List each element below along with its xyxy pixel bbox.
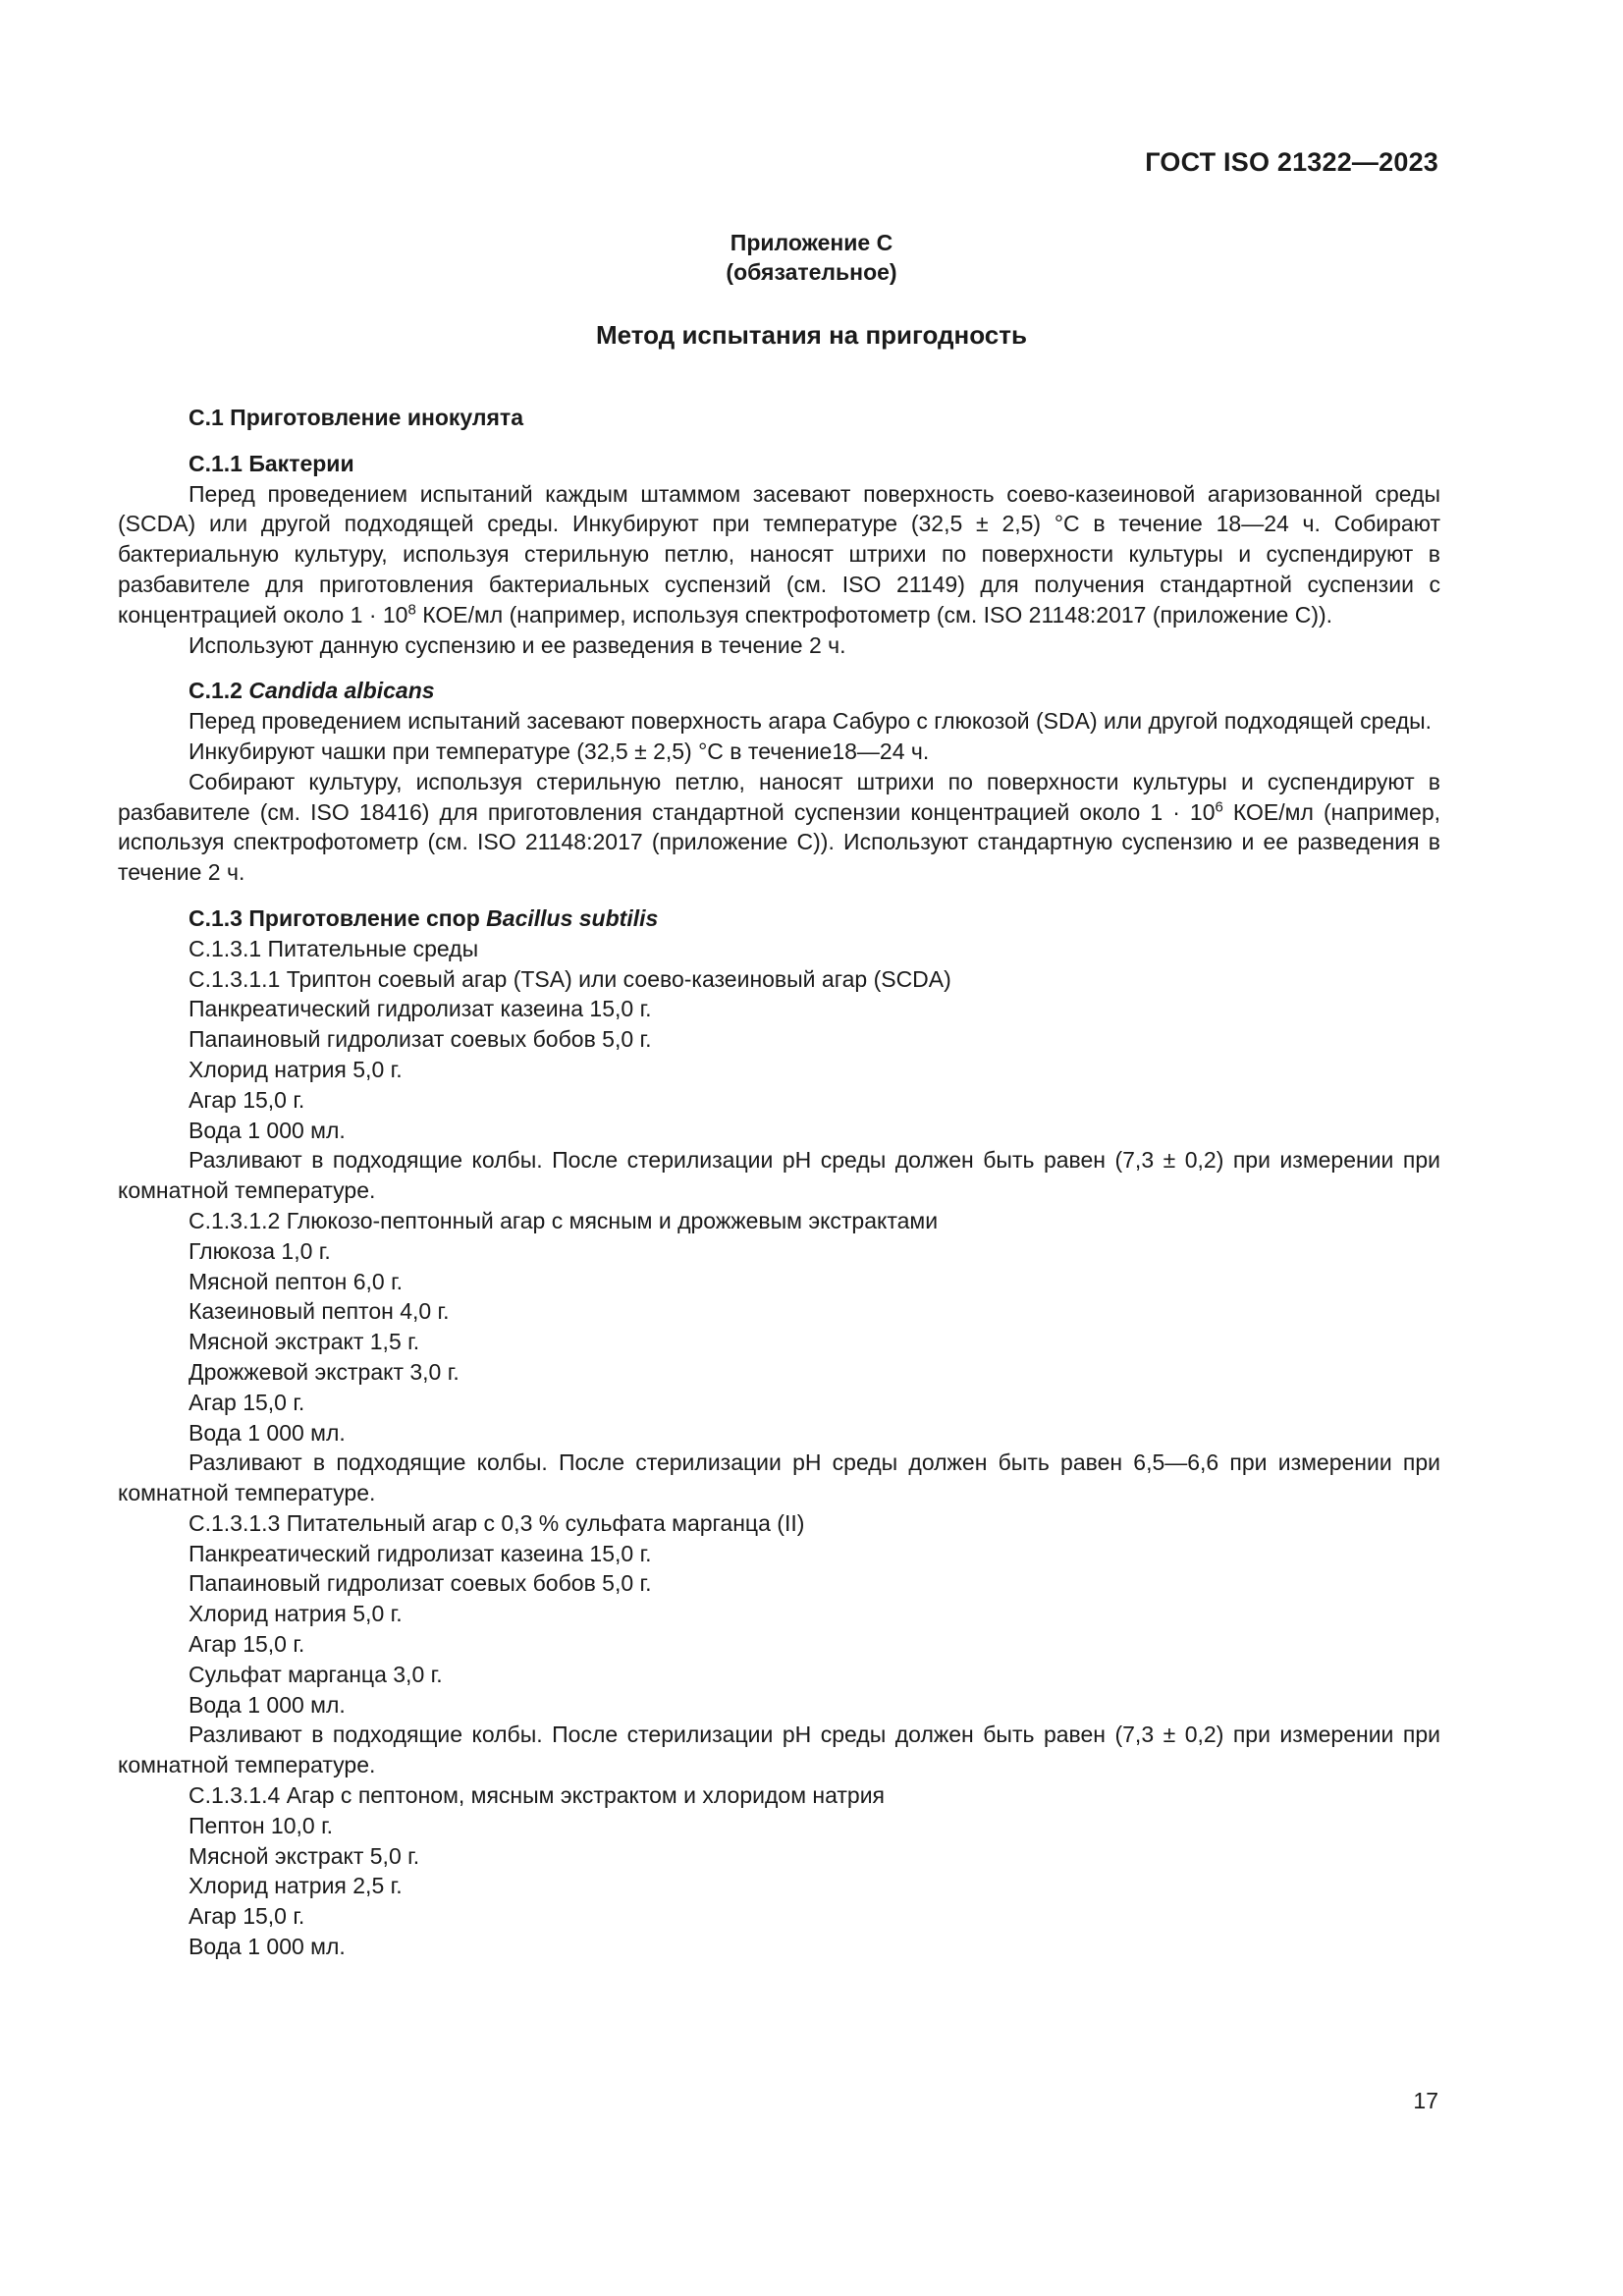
ingredient-item: Вода 1 000 мл. [189, 1691, 346, 1718]
section-c11-paragraph-2: Используют данную суспензию и ее разведения в течение 2 ч. [189, 631, 846, 658]
subsection-heading: С.1.3.1 Питательные среды [189, 935, 479, 961]
medium-1-title: С.1.3.1.1 Триптон соевый агар (TSA) или соево-казеиновый агар (SCDA) [189, 965, 951, 992]
section-c13-heading [118, 903, 1440, 934]
ingredient-item: Казеиновый пептон 4,0 г. [189, 1298, 450, 1325]
section-c12-paragraph-1: Перед проведением испытаний засевают поверхность агара Сабуро с глюкозой (SDA) или другой подходящей среды. [189, 708, 1433, 735]
section-c11-paragraph-1 [118, 479, 1440, 630]
appendix-title: Метод испытания на пригодность [596, 320, 1027, 350]
ingredient-item: Мясной экстракт 1,5 г. [189, 1329, 420, 1355]
document-body [118, 403, 1440, 1962]
ingredient-item: Глюкоза 1,0 г. [189, 1237, 331, 1264]
section-c12-paragraph-3 [118, 767, 1440, 888]
document-code: ГОСТ ISO 21322—2023 [1145, 147, 1438, 177]
medium-3-note: Разливают в подходящие колбы. После стерилизации pH среды должен быть равен (7,3 ± 0,2) при измерении при комнатной температуре. [118, 1722, 1440, 1778]
ingredient-item: Хлорид натрия 5,0 г. [189, 1056, 403, 1082]
exponent: 6 [1215, 797, 1223, 815]
ingredient-item: Панкреатический гидролизат казеина 15,0 г. [189, 996, 652, 1022]
paragraph-text-tail: КОЕ/мл (например, используя спектрофотометр (см. ISO 21148:2017 (приложение С)). Используют стандартную суспензию и ее разведения в течение 2 ч. [118, 798, 1440, 886]
medium-2-note: Разливают в подходящие колбы. После стерилизации pH среды должен быть равен 6,5—6,6 при измерении при комнатной температуре. [118, 1449, 1440, 1506]
ingredient-item: Агар 15,0 г. [189, 1903, 305, 1930]
ingredient-item: Панкреатический гидролизат казеина 15,0 г. [189, 1540, 652, 1566]
ingredient-item: Мясной пептон 6,0 г. [189, 1268, 404, 1294]
ingredient-item: Хлорид натрия 5,0 г. [189, 1601, 403, 1627]
ingredient-item: Папаиновый гидролизат соевых бобов 5,0 г. [189, 1026, 652, 1053]
ingredient-item: Вода 1 000 мл. [189, 1934, 346, 1960]
ingredient-item: Папаиновый гидролизат соевых бобов 5,0 г. [189, 1570, 652, 1597]
ingredient-item: Агар 15,0 г. [189, 1631, 305, 1658]
medium-4-title: С.1.3.1.4 Агар с пептоном, мясным экстрактом и хлоридом натрия [189, 1782, 886, 1809]
page-number: 17 [1413, 2088, 1438, 2113]
ingredient-item: Сульфат марганца 3,0 г. [189, 1661, 443, 1687]
ingredient-item: Вода 1 000 мл. [189, 1117, 346, 1143]
organism-name: Candida albicans [248, 678, 435, 704]
medium-1-note: Разливают в подходящие колбы. После стерилизации pH среды должен быть равен (7,3 ± 0,2) при измерении при комнатной температуре. [118, 1147, 1440, 1204]
ingredient-item: Агар 15,0 г. [189, 1086, 305, 1113]
organism-name: Bacillus subtilis [486, 904, 659, 931]
medium-3-title: С.1.3.1.3 Питательный агар с 0,3 % сульфата марганца (II) [189, 1509, 805, 1536]
ingredient-item: Вода 1 000 мл. [189, 1419, 346, 1446]
appendix-label: Приложение С [730, 230, 893, 255]
appendix-status: (обязательное) [726, 259, 897, 285]
heading-number: С.1.2 [189, 678, 249, 704]
section-c12-heading [118, 676, 1440, 706]
ingredient-item: Дрожжевой экстракт 3,0 г. [189, 1358, 460, 1385]
heading-text: С.1.3 Приготовление спор [189, 904, 487, 931]
ingredient-item: Мясной экстракт 5,0 г. [189, 1842, 420, 1869]
medium-2-title: С.1.3.1.2 Глюкозо-пептонный агар с мясным и дрожжевым экстрактами [189, 1207, 939, 1233]
paragraph-text: Собирают культуру, используя стерильную петлю, наносят штрихи по поверхности культуры и суспендируют в разбавителе (см. ISO 18416) для приготовления стандартной суспензии концентрацией около 1 · 10 [118, 768, 1440, 825]
ingredient-item: Хлорид натрия 2,5 г. [189, 1873, 403, 1899]
exponent: 8 [407, 601, 416, 619]
section-c1-heading: С.1 Приготовление инокулята [189, 405, 523, 430]
appendix-heading [0, 228, 1623, 287]
paragraph-text-tail: КОЕ/мл (например, используя спектрофотометр (см. ISO 21148:2017 (приложение С)). [415, 601, 1333, 628]
section-c11-heading: С.1.1 Бактерии [189, 450, 354, 476]
ingredient-item: Пептон 10,0 г. [189, 1812, 334, 1838]
section-c12-paragraph-2: Инкубируют чашки при температуре (32,5 ± 2,5) °С в течение18—24 ч. [189, 738, 930, 764]
paragraph-text: Перед проведением испытаний каждым штаммом засевают поверхность соево-казеиновой агаризованной среды (SCDA) или другой подходящей среды. Инкубируют при температуре (32,5 ± 2,5) °С в течение 18—24 ч. Собирают бактериальную культуру, используя стерильную петлю, наносят штрихи по поверхности культуры и суспендируют в разбавителе для приготовления бактериальных суспензий (см. ISO 21149) для получения стандартной суспензии с концентрацией около 1 · 10 [118, 480, 1440, 628]
ingredient-item: Агар 15,0 г. [189, 1389, 305, 1415]
